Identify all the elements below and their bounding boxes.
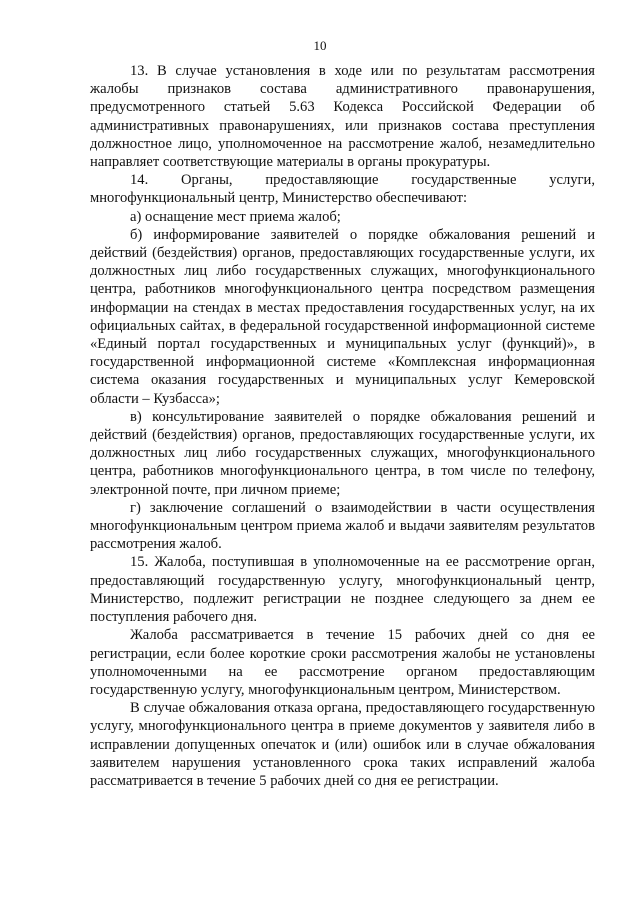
paragraph-15: 15. Жалоба, поступившая в уполномоченные на ее рассмотрение орган, предоставляющий государственную услугу, многофункциональный центр, Министерство, подлежит регистрации не позднее следующего за днем ее поступления рабочего дня. <box>90 554 595 626</box>
paragraph-14: 14. Органы, предоставляющие государственные услуги, многофункциональный центр, Министерство обеспечивают: <box>90 172 595 207</box>
paragraph-14-b: б) информирование заявителей о порядке обжалования решений и действий (бездействия) органов, предоставляющих государственные услуги, их должностных лиц либо государственных служащих, многофункционального центра, работников многофункционального центра посредством размещения информации на стендах в местах предоставления государственных услуг, на их официальных сайтах, в федеральной государственной информационной системе «Единый портал государственных и муниципальных услуг (функций)», в государственной информационной системе «Комплексная информационная система оказания государственных и муниципальных услуг Кемеровской области – Кузбасса»; <box>90 226 595 407</box>
page-number: 10 <box>313 38 327 53</box>
paragraph-13: 13. В случае установления в ходе или по результатам рассмотрения жалобы признаков состава административного правонарушения, предусмотренного статьей 5.63 Кодекса Российской Федерации об административных правонарушениях, или признаков состава преступления должностное лицо, уполномоченное на рассмотрение жалоб, незамедлительно направляет соответствующие материалы в органы прокуратуры. <box>90 63 595 171</box>
paragraph-15-term: Жалоба рассматривается в течение 15 рабочих дней со дня ее регистрации, если более короткие сроки рассмотрения жалобы не установлены уполномоченными на ее рассмотрение органом предоставляющим государственную услугу, многофункциональным центром, Министерством. <box>90 627 595 698</box>
paragraph-14-g: г) заключение соглашений о взаимодействии в части осуществления многофункциональным центром приема жалоб и выдачи заявителям результатов рассмотрения жалоб. <box>90 499 595 553</box>
document-body <box>90 62 595 790</box>
paragraph-14-a: а) оснащение мест приема жалоб; <box>130 208 341 225</box>
paragraph-15-refusal: В случае обжалования отказа органа, предоставляющего государственную услугу, многофункционального центра в приеме документов у заявителя либо в исправлении допущенных опечаток и (или) ошибок или в случае обжалования заявителем нарушения установленного срока таких исправлений жалоба рассматривается в течение 5 рабочих дней со дня ее регистрации. <box>90 700 595 789</box>
paragraph-14-v: в) консультирование заявителей о порядке обжалования решений и действий (бездействия) органов, предоставляющих государственные услуги, их должностных лиц либо государственных служащих, многофункционального центра, работников многофункционального центра, в том числе по телефону, электронной почте, при личном приеме; <box>90 408 595 498</box>
